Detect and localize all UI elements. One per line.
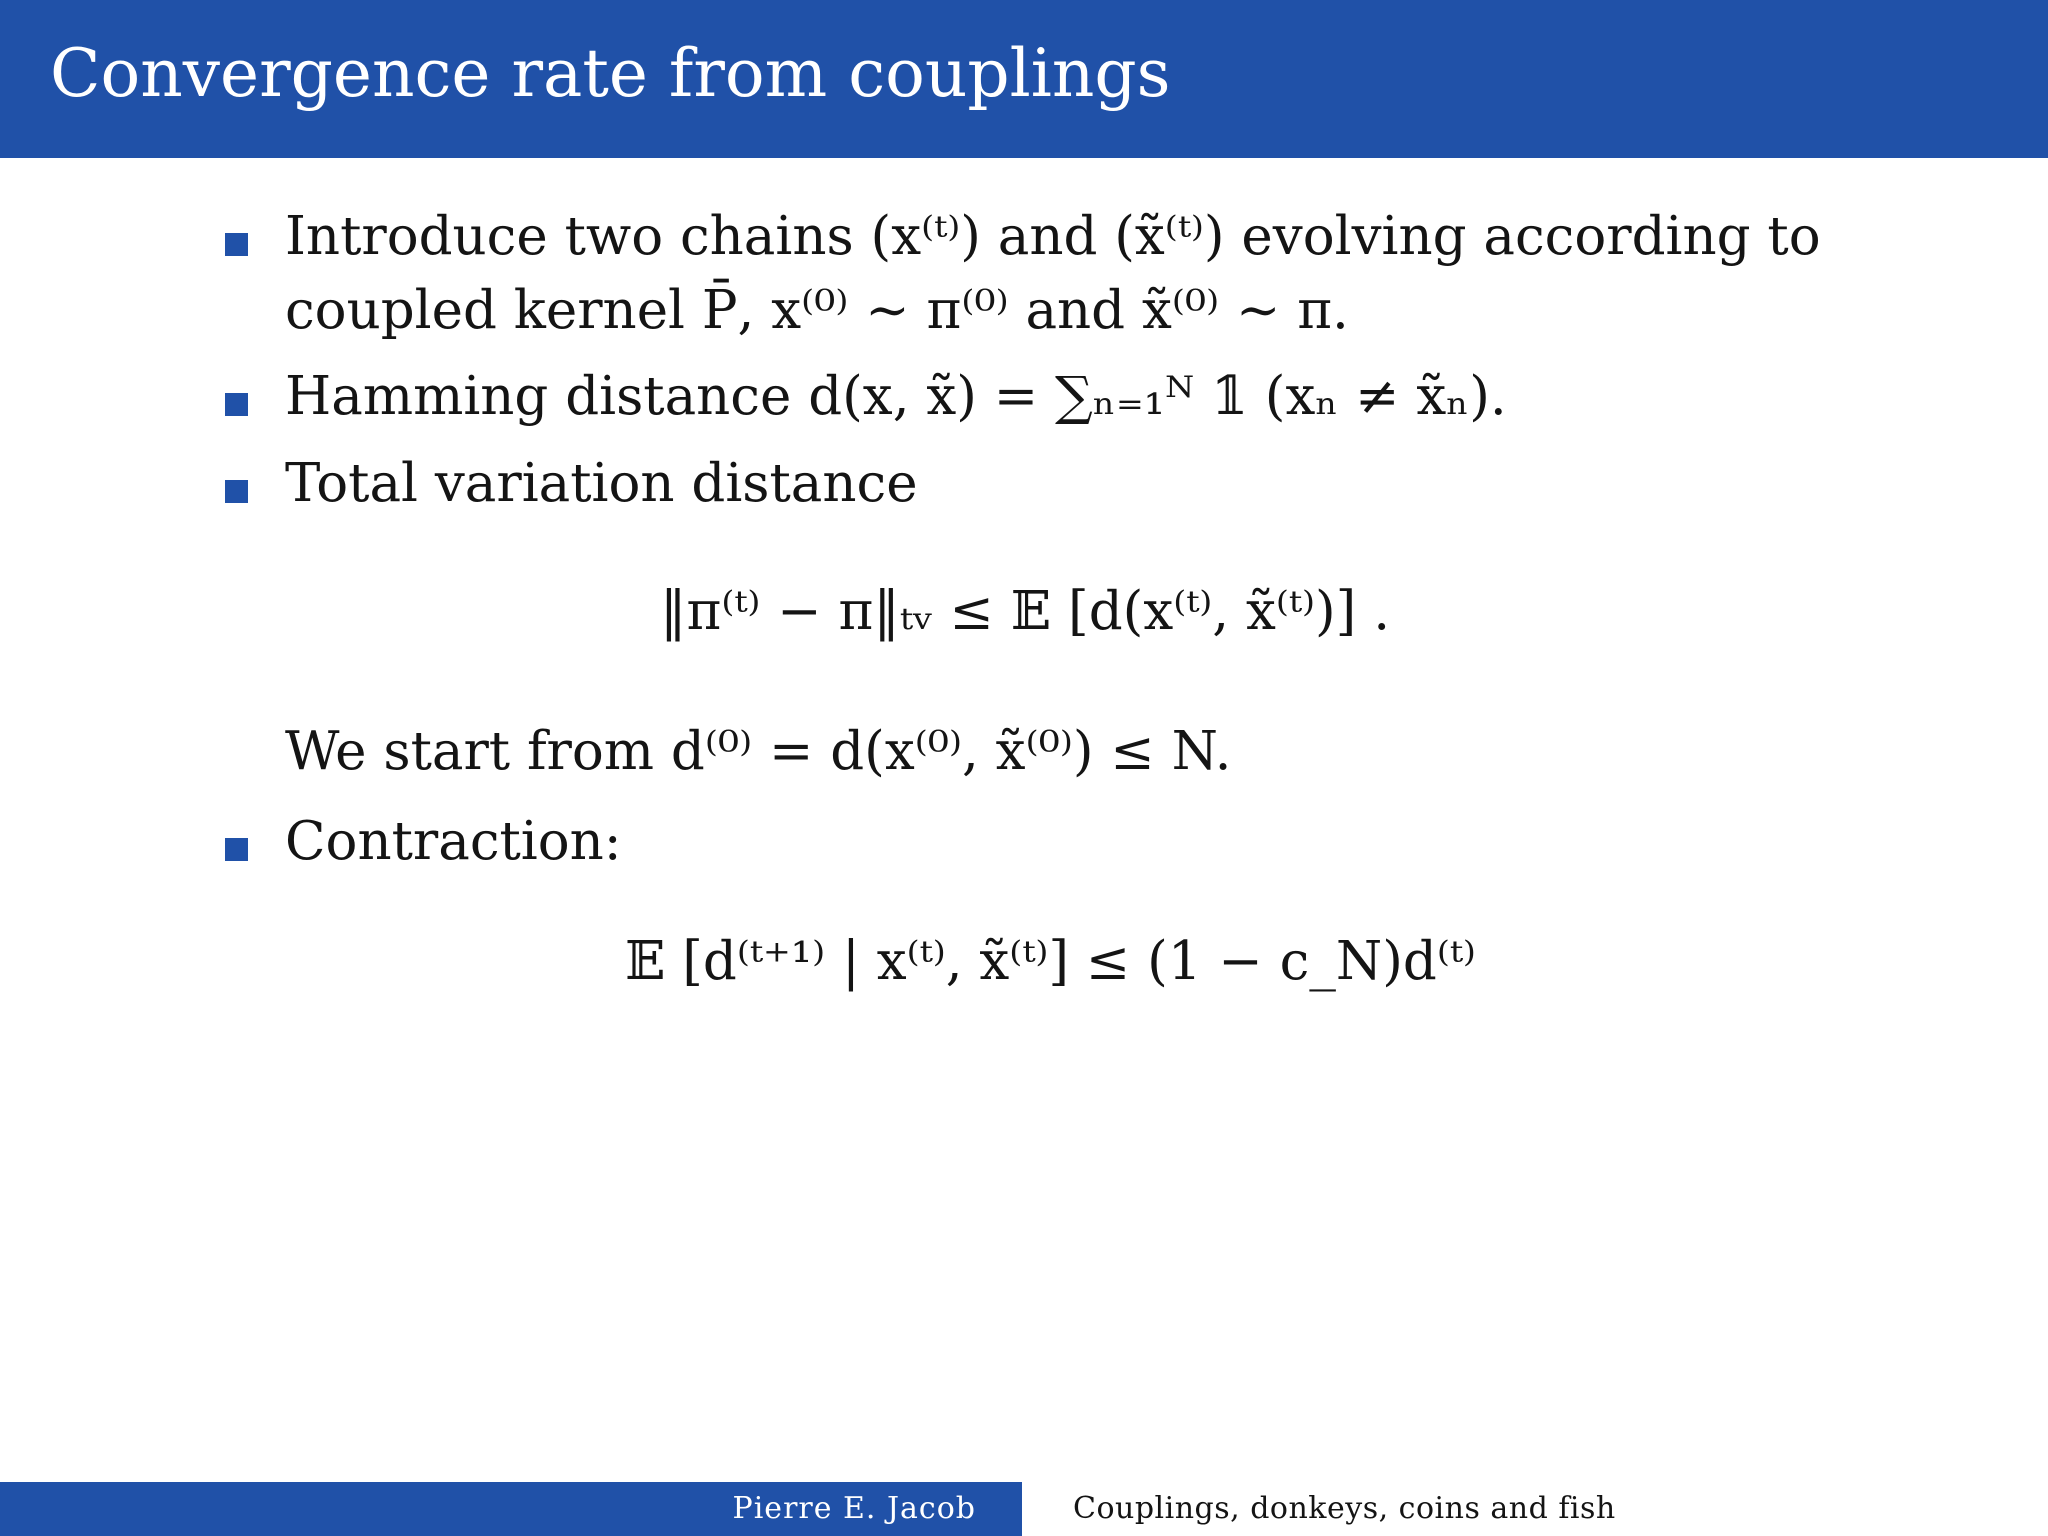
bullet-text-line: coupled kernel P̄, x⁽⁰⁾ ∼ π⁽⁰⁾ and x̃⁽⁰⁾ ∼ π. [285,280,1349,341]
footer-author-panel [0,1482,1022,1536]
bullet-text-line: Hamming distance d(x, x̃) = ∑ₙ₌₁ᴺ 𝟙 (xₙ ≠ x̃ₙ). [285,366,1507,427]
bullet-text-line: Total variation distance [285,453,918,514]
slide-title: Convergence rate from couplings [50,35,1171,112]
bullet-text-line: Contraction: [285,811,622,872]
footer-title-panel [1022,1482,2048,1536]
tv-equation: ‖π⁽ᵗ⁾ − π‖ₜᵥ ≤ 𝔼 [d(x⁽ᵗ⁾, x̃⁽ᵗ⁾)] . [660,581,1391,642]
contraction-equation: 𝔼 [d⁽ᵗ⁺¹⁾ | x⁽ᵗ⁾, x̃⁽ᵗ⁾] ≤ (1 − c_N)d⁽ᵗ⁾ [625,931,1476,992]
footer-talk-title: Couplings, donkeys, coins and fish [1073,1491,1616,1526]
bullet-square-icon [225,233,248,256]
bullet-square-icon [225,393,248,416]
bullet-square-icon [225,838,248,861]
footer-author: Pierre E. Jacob [732,1491,976,1526]
bullet-square-icon [225,480,248,503]
start-distance-text: We start from d⁽⁰⁾ = d(x⁽⁰⁾, x̃⁽⁰⁾) ≤ N. [285,721,1232,782]
bullet-text-line: Introduce two chains (x⁽ᵗ⁾) and (x̃⁽ᵗ⁾) evolving according to [285,206,1821,267]
